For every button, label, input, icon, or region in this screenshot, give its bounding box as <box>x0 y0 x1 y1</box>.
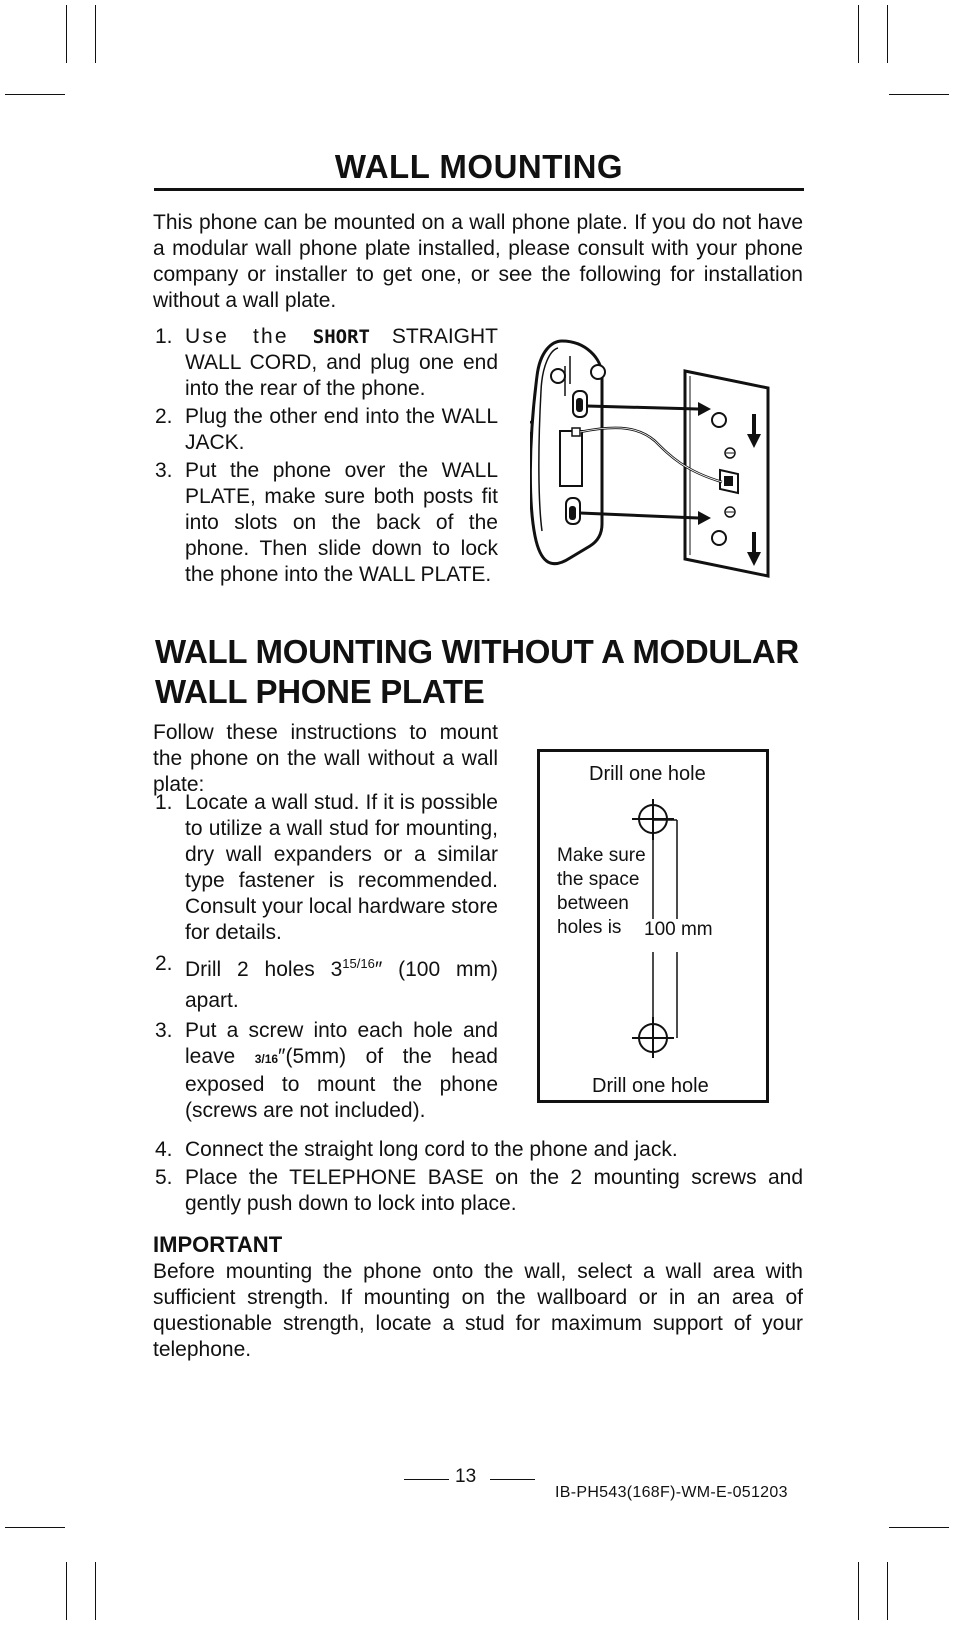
section-title <box>155 632 815 712</box>
crop-mark <box>889 94 949 95</box>
phone-wall-plate-illustration <box>530 336 780 592</box>
step-text: (100 mm) apart. <box>185 958 498 1012</box>
section-title-line: WALL MOUNTING WITHOUT A MODULAR <box>155 633 799 670</box>
important-body: Before mounting the phone onto the wall, select a wall area with sufficient strength. If mounting on the wallboard or in an area of questionable strength, locate a stud for maximum support of your telephone. <box>153 1260 803 1361</box>
crop-mark <box>95 1562 96 1620</box>
drill-top-label: Drill one hole <box>589 763 706 785</box>
step-text: ″ <box>374 958 383 981</box>
step-number: 3. <box>155 1019 173 1042</box>
continued-steps <box>153 1137 803 1219</box>
list-item <box>153 404 498 456</box>
crop-mark <box>889 1527 949 1528</box>
title-rule <box>154 188 804 191</box>
drill-hole-diagram <box>537 749 769 1103</box>
wall-plate-steps <box>153 324 498 590</box>
intro-paragraph: This phone can be mounted on a wall phone plate. If you do not have a modular wall phone plate installed, please consult with your phone company or installer to get one, or see the following for installation without a wall plate. <box>153 211 803 312</box>
crop-mark <box>887 1562 888 1620</box>
step-text: Use the <box>185 325 313 348</box>
crop-mark <box>95 5 96 63</box>
crop-mark <box>5 94 65 95</box>
spacing-note: Make sure the space between holes is <box>557 845 646 938</box>
section-title-line: WALL PHONE PLATE <box>155 673 485 710</box>
drill-bottom-label: Drill one hole <box>592 1075 709 1097</box>
fraction: 15/16 <box>342 956 375 971</box>
list-item <box>153 324 498 402</box>
step-text: (5mm) of the head exposed to mount the phone (screws are not included). <box>185 1045 498 1122</box>
footer-rule-left <box>404 1479 449 1480</box>
list-item <box>153 458 498 588</box>
document-code: IB-PH543(168F)-WM-E-051203 <box>555 1484 788 1501</box>
step-text: ″ <box>278 1045 286 1068</box>
step-text: Put the phone over the WALL PLATE, make sure both posts fit into slots on the back of the phone. Then slide down to lock the phone into the WALL PLATE. <box>185 459 498 586</box>
list-item <box>153 1165 803 1217</box>
short-emphasis: SHORT <box>312 326 370 348</box>
list-item <box>153 1137 803 1163</box>
section-intro: Follow these instructions to mount the phone on the wall without a wall plate: <box>153 721 498 796</box>
list-item <box>153 1018 498 1124</box>
step-text: Connect the straight long cord to the phone and jack. <box>185 1138 678 1161</box>
crop-mark <box>5 1527 65 1528</box>
page-title: WALL MOUNTING <box>334 148 624 185</box>
step-number: 2. <box>155 405 173 428</box>
page-number: 13 <box>455 1466 477 1487</box>
step-number: 1. <box>155 325 173 348</box>
step-text: Locate a wall stud. If it is possible to utilize a wall stud for mounting, dry wall expanders or a similar type fastener is recommended. Consult your local hardware store for details. <box>185 791 498 944</box>
step-number: 3. <box>155 459 173 482</box>
footer-rule-right <box>490 1479 535 1480</box>
step-number: 1. <box>155 791 173 814</box>
no-plate-steps <box>153 790 498 1126</box>
spacing-distance: 100 mm <box>644 919 713 940</box>
step-number: 2. <box>155 952 173 975</box>
crop-mark <box>858 5 859 63</box>
step-text: Place the TELEPHONE BASE on the 2 mounting screws and gently push down to lock into place. <box>185 1166 803 1215</box>
step-number: 4. <box>155 1138 173 1161</box>
step-text: 3 <box>330 958 343 981</box>
fraction: 3/16 <box>254 1052 279 1066</box>
step-text: Put a screw into each hole and leave <box>185 1019 498 1068</box>
crop-mark <box>66 1562 67 1620</box>
step-number: 5. <box>155 1166 173 1189</box>
crop-mark <box>858 1562 859 1620</box>
list-item <box>153 790 498 946</box>
crop-mark <box>66 5 67 63</box>
crop-mark <box>887 5 888 63</box>
list-item <box>153 948 498 1016</box>
step-text: Plug the other end into the WALL JACK. <box>185 405 498 454</box>
step-text: Drill 2 holes <box>185 958 331 981</box>
step-text: STRAIGHT WALL CORD, and plug one end into the rear of the phone. <box>185 325 498 400</box>
important-heading: IMPORTANT <box>153 1232 283 1257</box>
